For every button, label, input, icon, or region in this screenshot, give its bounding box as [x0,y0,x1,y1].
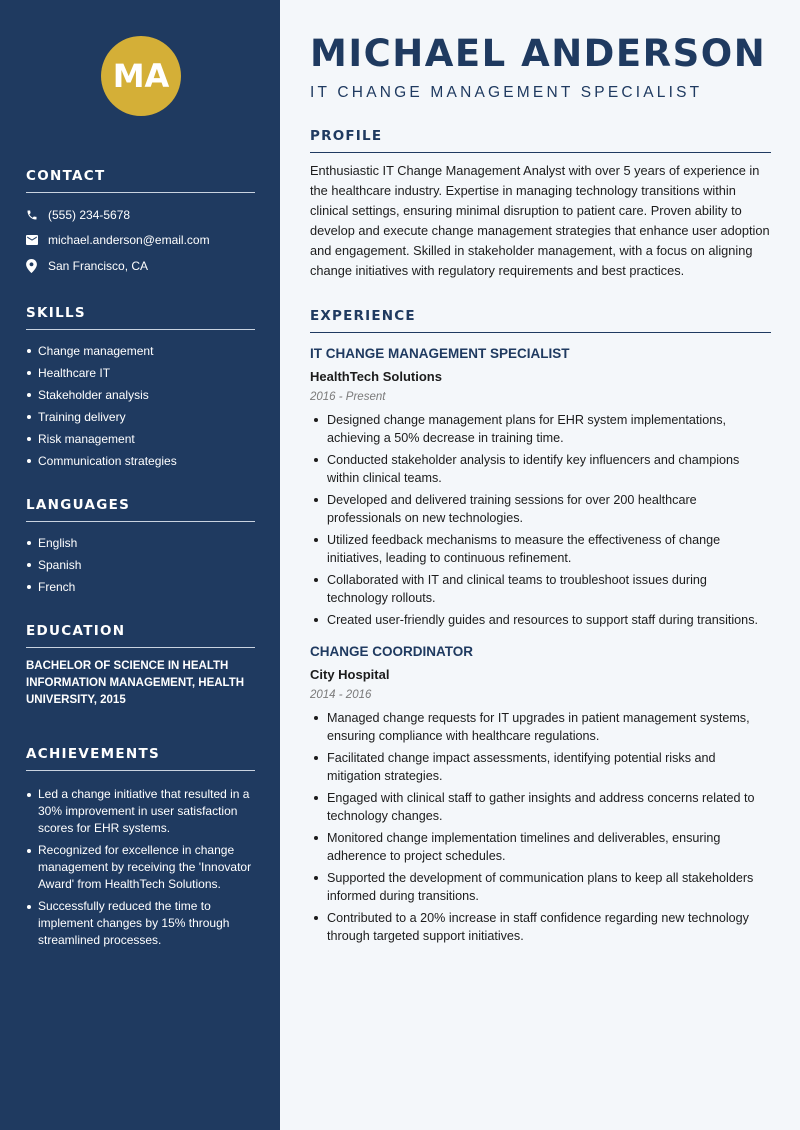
languages-heading: LANGUAGES [26,497,255,522]
job-bullet: Utilized feedback mechanisms to measure the effectiveness of change initiatives, leading to continuous refinement. [310,531,771,567]
achievements-heading: ACHIEVEMENTS [26,746,255,771]
job-bullet: Facilitated change impact assessments, identifying potential risks and mitigation strategies. [310,749,771,785]
job-bullet: Created user-friendly guides and resources to support staff during transitions. [310,611,771,629]
email-text[interactable]: michael.anderson@email.com [48,233,210,248]
email-icon [26,235,48,245]
skill-item: Healthcare IT [26,362,255,384]
job-entry [310,345,771,629]
education-section [26,623,255,709]
language-item: French [26,576,255,598]
job-title: CHANGE COORDINATOR [310,644,474,659]
achievement-item: Successfully reduced the time to implement changes by 15% through streamlined processes. [26,898,255,949]
contact-section [26,168,255,279]
job-bullet: Contributed to a 20% increase in staff confidence regarding new technology through targeted support initiatives. [310,909,771,945]
skill-item: Training delivery [26,406,255,428]
avatar-initials: MA [112,57,170,95]
avatar [101,36,181,116]
achievement-item: Recognized for excellence in change management by receiving the 'Innovator Award' from HealthTech Solutions. [26,842,255,893]
achievement-item: Led a change initiative that resulted in a 30% improvement in user satisfaction scores for EHR systems. [26,786,255,837]
education-heading: EDUCATION [26,623,255,648]
profile-heading: PROFILE [310,128,771,153]
job-bullet: Conducted stakeholder analysis to identify key influencers and champions within clinical teams. [310,451,771,487]
skills-list [26,330,255,472]
job-bullet: Monitored change implementation timelines and deliverables, ensuring adherence to project schedules. [310,829,771,865]
location-text: San Francisco, CA [48,258,149,273]
job-bullet: Collaborated with IT and clinical teams to troubleshoot issues during technology rollouts. [310,571,771,607]
education-degree: BACHELOR OF SCIENCE IN HEALTH INFORMATION MANAGEMENT, HEALTH UNIVERSITY, 2015 [26,660,245,706]
skills-section [26,305,255,472]
job-dates: 2016 - Present [310,391,386,403]
sidebar [0,0,280,1130]
job-bullet: Engaged with clinical staff to gather insights and address concerns related to technology changes. [310,789,771,825]
experience-section [310,308,771,949]
experience-heading: EXPERIENCE [310,308,771,333]
job-title: IT CHANGE MANAGEMENT SPECIALIST [310,346,570,361]
skill-item: Risk management [26,428,255,450]
candidate-title: IT CHANGE MANAGEMENT SPECIALIST [310,84,703,101]
profile-text: Enthusiastic IT Change Management Analyst with over 5 years of experience in the healthcare industry. Expertise in managing technology transitions within clinical settings, ensuring minimal disruption to patient care. Proven ability to develop and execute change management strategies that enhance user adoption and engagement. Skilled in stakeholder management, with a focus on aligning change initiatives with regulatory requirements and best practices. [310,163,770,278]
job-bullet: Managed change requests for IT upgrades in patient management systems, ensuring compliance with healthcare regulations. [310,709,771,745]
achievements-section [26,746,255,954]
skill-item: Change management [26,340,255,362]
phone-icon [26,209,48,221]
job-company: HealthTech Solutions [310,369,442,384]
phone-text[interactable]: (555) 234-5678 [48,207,131,222]
contact-location [26,253,255,279]
languages-section [26,497,255,598]
achievements-list [26,771,255,949]
contact-phone [26,202,255,228]
candidate-name: MICHAEL ANDERSON [310,32,767,75]
location-pin-icon [26,259,48,273]
skills-heading: SKILLS [26,305,255,330]
contact-email [26,228,255,254]
contact-heading: CONTACT [26,168,255,193]
job-bullets [310,709,771,945]
job-bullets [310,411,771,629]
job-dates: 2014 - 2016 [310,689,372,701]
job-company: City Hospital [310,667,390,682]
language-item: Spanish [26,554,255,576]
profile-section [310,128,771,281]
languages-list [26,522,255,598]
job-bullet: Supported the development of communication plans to keep all stakeholders informed during transitions. [310,869,771,905]
job-bullet: Designed change management plans for EHR system implementations, achieving a 50% decrease in training time. [310,411,771,447]
job-bullet: Developed and delivered training sessions for over 200 healthcare professionals on new technologies. [310,491,771,527]
language-item: English [26,532,255,554]
skill-item: Communication strategies [26,450,255,472]
skill-item: Stakeholder analysis [26,384,255,406]
job-entry [310,643,771,945]
